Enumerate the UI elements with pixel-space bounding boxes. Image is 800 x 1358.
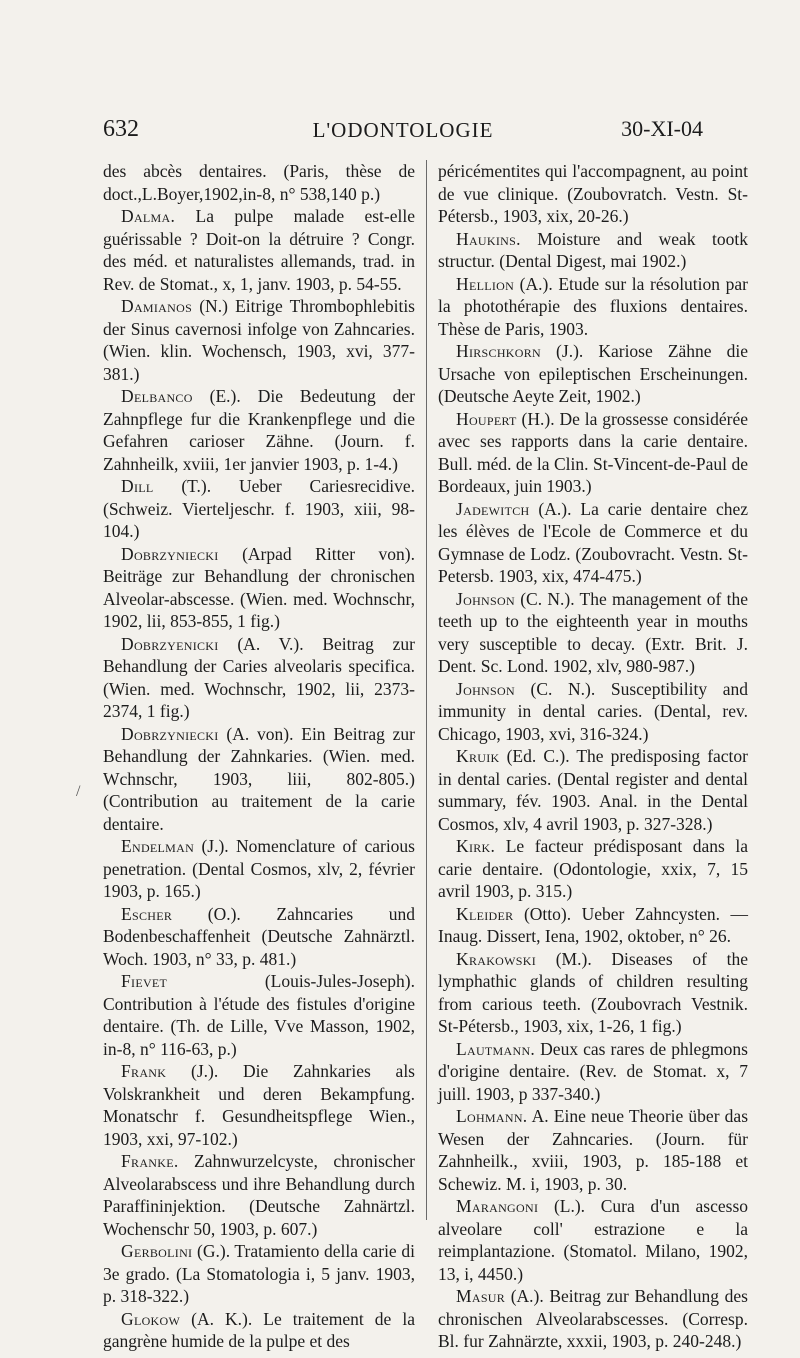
entry-author: Kirk. bbox=[456, 836, 496, 856]
column-divider bbox=[426, 160, 427, 1220]
entry-text: (H.). De la grossesse considérée avec ses rapports dans la carie dentaire. Bull. méd. de la Clin. St-Vincent-de-Paul de Bordeaux, juin 1903.) bbox=[438, 408, 748, 496]
bibliography-entry bbox=[103, 1150, 415, 1240]
entry-author: Lautmann. bbox=[456, 1038, 536, 1059]
entry-text: (J.). Kariose Zähne die Ursache von epileptischen Erscheinungen. (Deutsche Aeyte Zeit, 1902.) bbox=[438, 341, 748, 406]
entry-author: Dalma. bbox=[121, 206, 176, 226]
bibliography-entry bbox=[103, 903, 415, 971]
entry-author: Johnson bbox=[456, 678, 515, 699]
entry-text: péricémentites qui l'accompagnent, au point de vue clinique. (Zoubovratch. Vestn. St-Pétersb., 1903, xix, 20-26.) bbox=[438, 161, 748, 226]
bibliography-entry bbox=[438, 948, 748, 1038]
bibliography-entry bbox=[438, 408, 748, 498]
bibliography-entry bbox=[438, 273, 748, 341]
bibliography-entry bbox=[438, 903, 748, 948]
bibliography-entry bbox=[438, 340, 748, 408]
entry-text: (M.). Diseases of the lymphathic glands of children resulting from carious teeth. (Zoubovrach Vestnik. St-Pétersb., 1903, xix, 1-26, 1 fig.) bbox=[438, 948, 748, 1036]
entry-author: Haukins. bbox=[456, 228, 521, 249]
bibliography-entry bbox=[103, 475, 415, 543]
bibliography-entry bbox=[103, 160, 415, 205]
entry-text: (J.). Nomenclature of carious penetration. (Dental Cosmos, xlv, 2, février 1903, p. 165.) bbox=[103, 836, 415, 901]
entry-text: (G.). Tratamiento della carie di 3e grado. (La Stomatologia i, 5 janv. 1903, p. 318-322.) bbox=[103, 1241, 415, 1306]
entry-text: Le facteur prédisposant dans la carie dentaire. (Odontologie, xxix, 7, 15 avril 1903, p. 315.) bbox=[438, 836, 748, 901]
issue-date: 30-XI-04 bbox=[621, 116, 703, 141]
entry-author: Delbanco bbox=[121, 386, 193, 406]
entry-author: Escher bbox=[121, 903, 173, 924]
bibliography-entry bbox=[438, 1105, 748, 1195]
entry-author: Masur bbox=[456, 1286, 506, 1306]
entry-author: Houpert bbox=[456, 408, 517, 429]
entry-text: des abcès dentaires. (Paris, thèse de doct.,L.Boyer,1902,in-8, n° 538,140 p.) bbox=[103, 161, 415, 204]
bibliography-entry bbox=[438, 745, 748, 835]
bibliography-entry bbox=[438, 1195, 748, 1285]
entry-text: Deux cas rares de phlegmons d'origine dentaire. (Rev. de Stomat. x, 7 juill. 1903, p 337-340.) bbox=[438, 1038, 748, 1104]
entry-text: (A. von). Ein Beitrag zur Behandlung der Zahnkaries. (Wien. med. Wchnschr, 1903, liii, 802-805.) (Contribution au traitement de la carie dentaire. bbox=[103, 723, 415, 834]
entry-author: Jadewitch bbox=[456, 498, 530, 519]
bibliography-entry bbox=[103, 1240, 415, 1308]
bibliography-entry bbox=[103, 633, 415, 723]
margin-mark: / bbox=[76, 783, 81, 800]
entry-text: (C. N.). Susceptibility and immunity in dental caries. (Dental, rev. Chicago, 1903, xvi, 316-324.) bbox=[438, 678, 748, 744]
bibliography-entry bbox=[438, 160, 748, 228]
entry-text: (C. N.). The management of the teeth up to the eighteenth year in mouths very susceptible to decay. (Extr. Brit. J. Dent. Sc. Lond. 1902, xlv, 980-987.) bbox=[438, 588, 748, 676]
entry-author: Gerbolini bbox=[121, 1241, 193, 1261]
bibliography-entry bbox=[438, 588, 748, 678]
entry-author: Franke. bbox=[121, 1151, 179, 1171]
entry-text: (A.). Etude sur la résolution par la photothérapie des fluxions dentaires. Thèse de Paris, 1903. bbox=[438, 273, 748, 339]
entry-author: Dobrzyniecki bbox=[121, 723, 219, 744]
entry-author: Johnson bbox=[456, 588, 515, 609]
bibliography-entry bbox=[438, 1285, 748, 1353]
entry-text: (L.). Cura d'un ascesso alveolare coll' estrazione e la reimplantazione. (Stomatol. Milano, 1902, 13, i, 4450.) bbox=[438, 1196, 748, 1284]
entry-text: Moisture and weak tootk structur. (Dental Digest, mai 1902.) bbox=[438, 228, 748, 271]
entry-text: (A. K.). Le traitement de la gangrène humide de la pulpe et des bbox=[103, 1308, 415, 1351]
bibliography-entry bbox=[103, 723, 415, 836]
bibliography-entry bbox=[438, 498, 748, 588]
entry-text: (Arpad Ritter von). Beiträge zur Behandlung der chronischen Alveolar-abscesse. (Wien. med. Wochnschr, 1902, lii, 853-855, 1 fig.) bbox=[103, 543, 415, 631]
entry-text: (O.). Zahncaries und Bodenbeschaffenheit (Deutsche Zahnärztl. Woch. 1903, n° 33, p. 481.) bbox=[103, 903, 415, 969]
entry-author: Glokow bbox=[121, 1308, 181, 1329]
running-header bbox=[103, 116, 703, 146]
entry-text: (A.). La carie dentaire chez les élèves de l'Ecole de Commerce et du Gymnase de Lodz. (Zoubovracht. Vestn. St-Petersb. 1903, xix, 474-475.) bbox=[438, 498, 748, 586]
entry-author: Damianos bbox=[121, 296, 193, 316]
entry-text: (A. V.). Beitrag zur Behandlung der Caries alveolaris specifica. (Wien. med. Wochnschr, 1902, lii, 2373-2374, 1 fig.) bbox=[103, 633, 415, 721]
entry-text: (E.). Die Bedeutung der Zahnpflege fur die Krankenpflege und die Gefahren carioser Zähne. (Journ. f. Zahnheilk, xviii, 1er janvier 1903, p. 1-4.) bbox=[103, 386, 415, 474]
left-column bbox=[103, 160, 415, 1353]
entry-author: Frank bbox=[121, 1061, 167, 1081]
entry-text: (Otto). Ueber Zahncysten. — Inaug. Dissert, Iena, 1902, oktober, n° 26. bbox=[438, 903, 748, 946]
bibliography-entry bbox=[103, 835, 415, 903]
entry-text: Zahnwurzelcyste, chronischer Alveolarabscess und ihre Behandlung durch Paraffininjektion. (Deutsche Zahnärtzl. Wochenschr 50, 1903, p. 607.) bbox=[103, 1151, 415, 1239]
bibliography-entry bbox=[103, 1060, 415, 1150]
entry-text: (T.). Ueber Cariesrecidive. (Schweiz. Vierteljeschr. f. 1903, xiii, 98-104.) bbox=[103, 476, 415, 541]
bibliography-entry bbox=[103, 295, 415, 385]
entry-author: Dobrzyniecki bbox=[121, 543, 219, 564]
entry-text: (Louis-Jules-Joseph). Contribution à l'étude des fistules d'origine dentaire. (Th. de Lille, Vve Masson, 1902, in-8, n° 116-63, p.) bbox=[103, 971, 415, 1059]
entry-author: Marangoni bbox=[456, 1196, 539, 1216]
bibliography-entry bbox=[103, 205, 415, 295]
bibliography-entry bbox=[438, 228, 748, 273]
entry-author: Lohmann. bbox=[456, 1106, 528, 1126]
entry-author: Krakowski bbox=[456, 948, 537, 969]
bibliography-entry bbox=[438, 835, 748, 903]
entry-author: Hellion bbox=[456, 273, 515, 294]
entry-author: Kleider bbox=[456, 903, 514, 924]
entry-text: (N.) Eitrige Thrombophlebitis der Sinus cavernosi infolge von Zahncaries. (Wien. klin. Wochensch, 1903, xvi, 377-381.) bbox=[103, 296, 415, 384]
entry-author: Dobrzyenicki bbox=[121, 633, 219, 654]
bibliography-entry bbox=[103, 385, 415, 475]
journal-title: L'ODONTOLOGIE bbox=[312, 118, 494, 142]
entry-author: Fievet bbox=[121, 971, 168, 991]
bibliography-entry bbox=[438, 1038, 748, 1106]
entry-author: Endelman bbox=[121, 836, 195, 856]
page-number: 632 bbox=[103, 116, 139, 142]
entry-author: Kruik bbox=[456, 746, 500, 766]
bibliography-entry bbox=[438, 678, 748, 746]
entry-text: A. Eine neue Theorie über das Wesen der Zahncaries. (Journ. für Zahnheilk., xviii, 1903, p. 185-188 et Schewiz. M. i, 1903, p. 30. bbox=[438, 1106, 748, 1194]
bibliography-entry bbox=[103, 543, 415, 633]
entry-text: (A.). Beitrag zur Behandlung des chronischen Alveolarabscesses. (Corresp. Bl. fur Zahnärzte, xxxii, 1903, p. 240-248.) bbox=[438, 1286, 748, 1351]
entry-author: Hirschkorn bbox=[456, 341, 541, 361]
entry-text: La pulpe malade est-elle guérissable ? Doit-on la détruire ? Congr. des méd. et naturalistes allemands, trad. in Rev. de Stomat., x, 1, janv. 1903, p. 54-55. bbox=[103, 206, 415, 294]
entry-text: (Ed. C.). The predisposing factor in dental caries. (Dental register and dental summary, fév. 1903. Anal. in the Dental Cosmos, xlv, 4 avril 1903, p. 327-328.) bbox=[438, 746, 748, 834]
bibliography-entry bbox=[103, 1308, 415, 1353]
bibliography-entry bbox=[103, 970, 415, 1060]
right-column bbox=[438, 160, 748, 1353]
entry-text: (J.). Die Zahnkaries als Volskrankheit und deren Bekampfung. Monatschr f. Gesundheitspflege Wien., 1903, xxi, 97-102.) bbox=[103, 1061, 415, 1149]
entry-author: Dill bbox=[121, 476, 154, 496]
